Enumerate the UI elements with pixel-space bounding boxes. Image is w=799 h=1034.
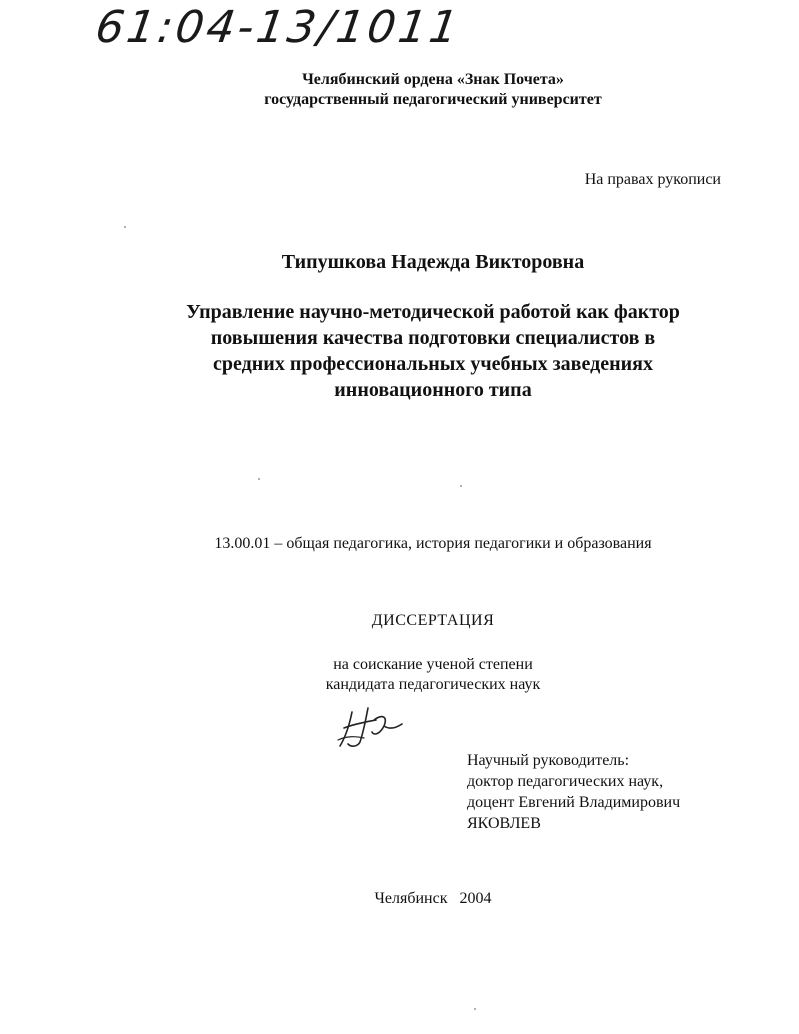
degree-line-2: кандидата педагогических наук (325, 676, 541, 693)
supervisor-line-2: доктор педагогических наук, (467, 773, 664, 790)
scan-speck (258, 478, 260, 480)
supervisor-line-1: Научный руководитель: (467, 752, 630, 769)
signature-icon (330, 700, 410, 755)
rights-note: На правах рукописи (584, 171, 721, 188)
degree-statement (0, 655, 799, 695)
author-name: Типушкова Надежда Викторовна (281, 251, 585, 273)
scan-speck (460, 485, 462, 487)
scan-speck (474, 1008, 476, 1010)
title-line-1: Управление научно-методической работой как фактор (186, 301, 680, 323)
specialty-code: 13.00.01 – общая педагогика, история педагогики и образования (214, 535, 652, 552)
city-and-year: Челябинск 2004 (374, 890, 492, 907)
scientific-supervisor (467, 750, 680, 834)
title-line-3: средних профессиональных учебных заведениях (213, 353, 653, 375)
institution-line-1: Челябинский ордена «Знак Почета» (302, 71, 564, 88)
institution-line-2: государственный педагогический университет (264, 91, 602, 108)
scan-speck (124, 226, 126, 228)
dissertation-title (0, 299, 799, 403)
title-line-2: повышения качества подготовки специалистов в (210, 327, 656, 349)
document-type: ДИССЕРТАЦИЯ (371, 612, 495, 629)
institution-name (0, 70, 799, 110)
title-line-4: инновационного типа (334, 379, 532, 401)
degree-line-1: на соискание ученой степени (333, 656, 533, 673)
supervisor-line-4: ЯКОВЛЕВ (467, 815, 541, 832)
handwritten-catalog-number: 61:04-13/1011 (92, 2, 465, 53)
supervisor-line-3: доцент Евгений Владимирович (467, 794, 681, 811)
